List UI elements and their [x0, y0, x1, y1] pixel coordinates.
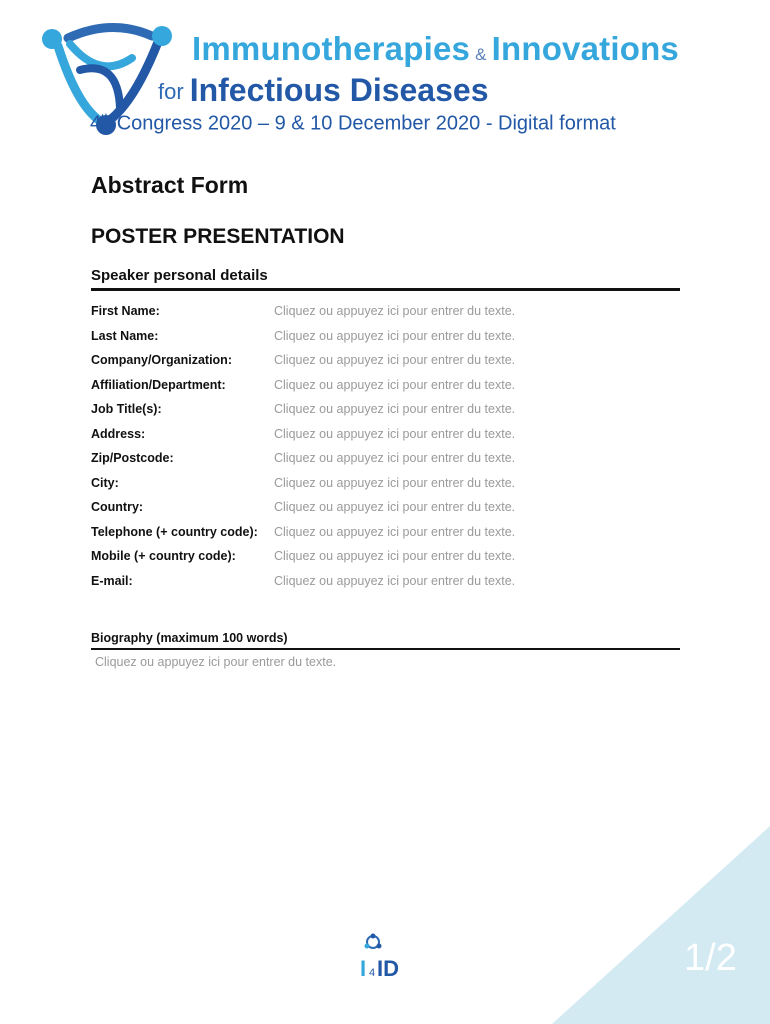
page-subtitle: POSTER PRESENTATION [91, 225, 345, 248]
field-label: Affiliation/Department: [91, 377, 226, 392]
field-row-company [91, 348, 681, 373]
field-label: Mobile (+ country code): [91, 549, 236, 564]
mobile-input[interactable]: Cliquez ou appuyez ici pour entrer du texte. [274, 549, 516, 564]
congress-edition-number: 4 [90, 112, 102, 135]
title-ampersand: & [475, 45, 487, 64]
field-label: Country: [91, 500, 144, 515]
field-row-address [91, 422, 681, 447]
field-row-first-name [91, 299, 681, 324]
personal-details-fields [91, 299, 681, 593]
title-immunotherapies: Immunotherapies [192, 30, 471, 67]
company-input[interactable]: Cliquez ou appuyez ici pour entrer du texte. [274, 353, 516, 368]
field-row-telephone [91, 520, 681, 545]
congress-header [40, 20, 740, 140]
congress-edition-suffix: th [101, 111, 112, 125]
affiliation-input[interactable]: Cliquez ou appuyez ici pour entrer du texte. [274, 377, 516, 392]
field-label: Address: [91, 426, 146, 441]
field-row-country [91, 495, 681, 520]
biography-divider [91, 648, 680, 650]
field-row-last-name [91, 324, 681, 349]
email-input[interactable]: Cliquez ou appuyez ici pour entrer du texte. [274, 573, 516, 588]
section-divider [91, 288, 680, 291]
congress-title-line2 [158, 72, 488, 109]
city-input[interactable]: Cliquez ou appuyez ici pour entrer du texte. [274, 475, 516, 490]
title-for: for [158, 79, 184, 104]
field-label: City: [91, 475, 119, 490]
congress-date-text: Congress 2020 – 9 & 10 December 2020 - Digital format [111, 112, 616, 135]
field-row-zip [91, 446, 681, 471]
i4id-logo-icon [357, 932, 413, 980]
biography-input[interactable]: Cliquez ou appuyez ici pour entrer du texte. [95, 655, 337, 669]
field-label: Last Name: [91, 328, 159, 343]
congress-date-line [90, 111, 616, 136]
field-label: First Name: [91, 304, 160, 319]
job-title-input[interactable]: Cliquez ou appuyez ici pour entrer du texte. [274, 402, 516, 417]
address-input[interactable]: Cliquez ou appuyez ici pour entrer du texte. [274, 426, 516, 441]
first-name-input[interactable]: Cliquez ou appuyez ici pour entrer du texte. [274, 304, 516, 319]
field-label: Telephone (+ country code): [91, 524, 258, 539]
title-infectious-diseases: Infectious Diseases [189, 72, 489, 108]
field-row-email [91, 569, 681, 594]
congress-title-line1 [192, 30, 679, 68]
field-row-affiliation [91, 373, 681, 398]
field-row-mobile [91, 544, 681, 569]
field-label: Company/Organization: [91, 353, 232, 368]
page-number: 1/2 [684, 937, 737, 979]
page-title: Abstract Form [91, 172, 249, 198]
corner-triangle-decoration [552, 826, 770, 1024]
field-label: Job Title(s): [91, 402, 162, 417]
logo-letters-id: ID [377, 956, 399, 980]
title-innovations: Innovations [491, 30, 679, 67]
country-input[interactable]: Cliquez ou appuyez ici pour entrer du texte. [274, 500, 516, 515]
field-label: E-mail: [91, 573, 133, 588]
field-row-job-title [91, 397, 681, 422]
zip-input[interactable]: Cliquez ou appuyez ici pour entrer du texte. [274, 451, 516, 466]
logo-letter-i: I [360, 956, 367, 980]
logo-digit-4: 4 [369, 967, 376, 979]
biography-heading: Biography (maximum 100 words) [91, 631, 288, 645]
last-name-input[interactable]: Cliquez ou appuyez ici pour entrer du texte. [274, 328, 516, 343]
telephone-input[interactable]: Cliquez ou appuyez ici pour entrer du texte. [274, 524, 516, 539]
section-heading-personal: Speaker personal details [91, 267, 268, 284]
field-label: Zip/Postcode: [91, 451, 174, 466]
field-row-city [91, 471, 681, 496]
